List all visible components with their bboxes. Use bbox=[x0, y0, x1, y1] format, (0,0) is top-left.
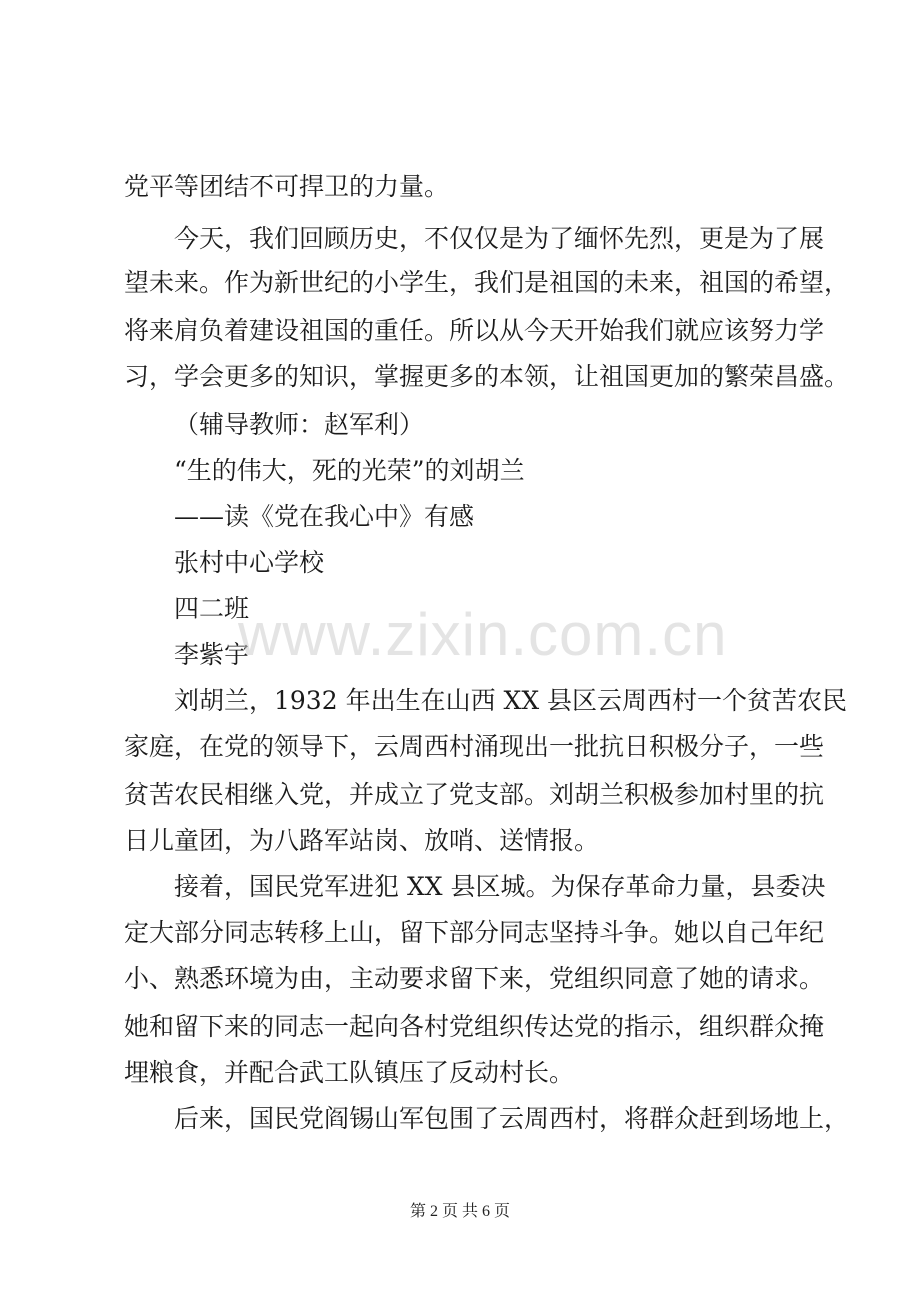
text-line: 日儿童团，为八路军站岗、放哨、送情报。 bbox=[124, 826, 600, 855]
text-line: 今天，我们回顾历史，不仅仅是为了缅怀先烈，更是为了展 bbox=[174, 224, 825, 253]
text-line: 贫苦农民相继入党，并成立了党支部。刘胡兰积极参加村里的抗 bbox=[124, 780, 825, 809]
text-line: 埋粮食，并配合武工队镇压了反动村长。 bbox=[124, 1058, 575, 1087]
text-line: 接着，国民党军进犯 XX 县区城。为保存革命力量，县委决 bbox=[174, 872, 826, 901]
text-line: 望未来。作为新世纪的小学生，我们是祖国的未来，祖国的希望， bbox=[124, 268, 850, 297]
text-line: 她和留下来的同志一起向各村党组织传达党的指示，组织群众掩 bbox=[124, 1012, 825, 1041]
text-line: 习，学会更多的知识，掌握更多的本领，让祖国更加的繁荣昌盛。 bbox=[124, 362, 850, 391]
text-line: 小、熟悉环境为由，主动要求留下来，党组织同意了她的请求。 bbox=[124, 964, 825, 993]
text-line: 家庭，在党的领导下，云周西村涌现出一批抗日积极分子，一些 bbox=[124, 732, 825, 761]
text-line: 刘胡兰，1932 年出生在山西 XX 县区云周西村一个贫苦农民 bbox=[174, 686, 848, 715]
text-line: 定大部分同志转移上山，留下部分同志坚持斗争。她以自己年纪 bbox=[124, 918, 825, 947]
text-line: 李紫宇 bbox=[174, 640, 250, 669]
page-number: 第 2 页 共 6 页 bbox=[409, 1203, 510, 1220]
text-line: 张村中心学校 bbox=[174, 548, 325, 577]
watermark: www.zixin.com.cn bbox=[238, 601, 728, 668]
text-line: “生的伟大，死的光荣”的刘胡兰 bbox=[174, 456, 525, 485]
text-line: 党平等团结不可捍卫的力量。 bbox=[124, 172, 450, 201]
text-line: 四二班 bbox=[174, 594, 250, 623]
text-line: 将来肩负着建设祖国的重任。所以从今天开始我们就应该努力学 bbox=[124, 316, 825, 345]
text-line: ——读《党在我心中》有感 bbox=[174, 502, 475, 531]
text-line: （辅导教师：赵军利） bbox=[174, 410, 425, 439]
text-line: 后来，国民党阎锡山军包围了云周西村，将群众赶到场地上， bbox=[174, 1104, 850, 1133]
